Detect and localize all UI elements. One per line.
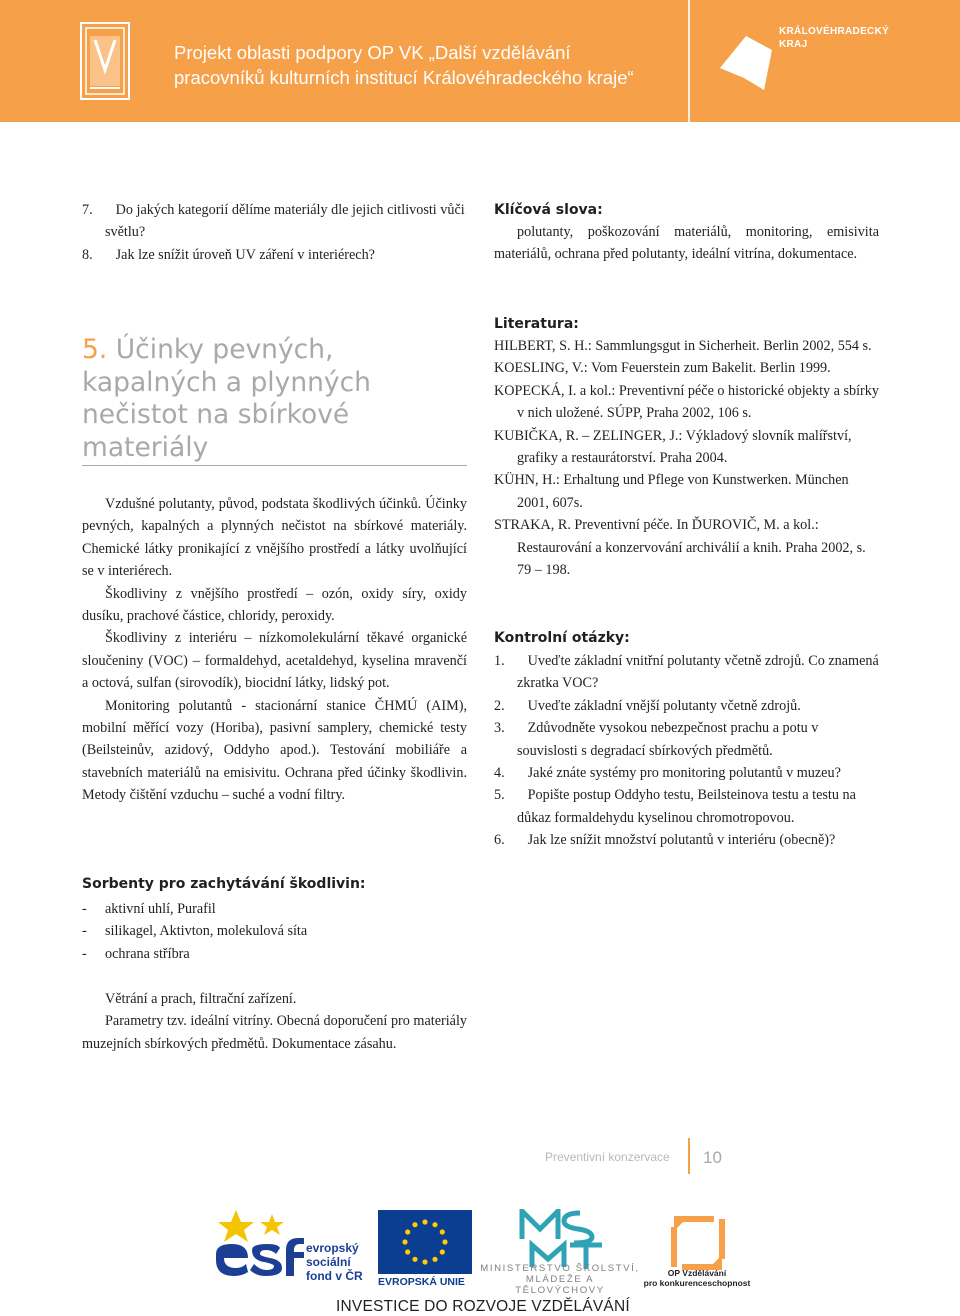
keywords-heading: Klíčová slova:	[494, 202, 603, 218]
question-number: 6.	[494, 832, 505, 849]
question-item	[494, 717, 879, 762]
question-number: 4.	[494, 765, 505, 782]
eu-flag-icon	[378, 1210, 472, 1274]
body-paragraph: Parametry tzv. ideální vitríny. Obecná doporučení pro materiály muzejních sbírkových předmětů. Dokumentace zásahu.	[82, 1013, 467, 1052]
control-questions-list	[494, 650, 879, 852]
list-dash: -	[82, 901, 87, 917]
question-list-top	[82, 199, 467, 266]
list-dash: -	[82, 945, 87, 962]
list-dash: -	[82, 923, 87, 940]
closing-text	[82, 988, 467, 1055]
opvk-label	[641, 1268, 753, 1288]
opvk-logo-icon	[668, 1213, 728, 1273]
section-title	[82, 334, 467, 464]
esf-label-line1: evropský	[306, 1241, 359, 1255]
question-number: 2.	[494, 697, 505, 714]
question-text: Zdůvodněte vysokou nebezpečnost prachu a potu v souvislosti s degradací sbírkových předmětů.	[517, 720, 819, 759]
opvk-label-line1: OP Vzdělávání	[667, 1268, 727, 1278]
section-body	[82, 493, 467, 807]
reference-item: KOESLING, V.: Vom Feuerstein zum Bakelit. Berlin 1999.	[494, 360, 831, 377]
literature-heading: Literatura:	[494, 316, 579, 332]
region-logo-icon	[716, 30, 776, 94]
project-logo-icon	[80, 22, 130, 100]
esf-label	[306, 1241, 363, 1283]
esf-label-line3: fond v ČR	[306, 1269, 363, 1283]
list-item	[82, 898, 467, 920]
keywords-block	[494, 199, 879, 266]
list-item-text: ochrana stříbra	[105, 945, 190, 962]
question-item	[494, 650, 879, 695]
page-header	[0, 0, 960, 122]
question-text: Popište postup Oddyho testu, Beilsteinova testu a testu na důkaz formaldehydu kyselinou chromotropovou.	[517, 787, 856, 826]
reference-item: KUBIČKA, R. – ZELINGER, J.: Výkladový slovník malířství, grafiky a restaurátorství. Praha 2004.	[494, 427, 852, 467]
body-paragraph: Škodliviny z vnějšího prostředí – ozón, oxidy síry, oxidy dusíku, prachové částice, chloridy, peroxidy.	[82, 585, 467, 625]
sorbents-list	[82, 898, 467, 965]
opvk-label-line2: pro konkurenceschopnost	[643, 1278, 751, 1288]
question-number: 7.	[82, 202, 93, 218]
footer-logos	[0, 1205, 960, 1316]
question-item	[82, 244, 467, 266]
body-paragraph: Vzdušné polutanty, původ, podstata škodlivých účinků. Účinky pevných, kapalných a plynných nečistot na sbírkové materiály. Chemické látky pronikající z vnějšího prostředí a látky uvolňující se v interiérech.	[82, 496, 467, 580]
control-questions-heading: Kontrolní otázky:	[494, 630, 630, 646]
esf-label-line2: sociální	[306, 1255, 351, 1269]
question-number: 5.	[494, 787, 505, 804]
list-item	[82, 943, 467, 965]
question-item	[494, 784, 879, 829]
msmt-label-line2: MLÁDEŽE A TĚLOVÝCHOVY	[515, 1274, 605, 1296]
question-item	[494, 762, 879, 784]
question-item	[494, 695, 879, 717]
reference-item: KÜHN, H.: Erhaltung und Pflege von Kunstwerken. München 2001, 607s.	[494, 472, 849, 511]
reference-item: KOPECKÁ, I. a kol.: Preventivní péče o historické objekty a sbírky v nich uložené. SÚPP, Praha 2002, 106 s.	[494, 382, 879, 422]
question-text: Uveďte základní vnitřní polutanty včetně zdrojů. Co znamená zkratka VOC?	[517, 653, 879, 692]
msmt-logo-icon	[518, 1209, 604, 1271]
section-number: 5.	[82, 334, 108, 365]
question-number: 1.	[494, 653, 505, 669]
list-item-text: aktivní uhlí, Purafil	[105, 901, 216, 917]
msmt-label-line1: MINISTERSTVO ŠKOLSTVÍ,	[480, 1263, 640, 1274]
eu-label: EVROPSKÁ UNIE	[378, 1276, 465, 1288]
reference-item: HILBERT, S. H.: Sammlungsgut in Sicherheit. Berlin 2002, 554 s.	[494, 338, 872, 354]
question-number: 8.	[82, 246, 93, 263]
list-item-text: silikagel, Aktivton, molekulová síta	[105, 923, 308, 940]
question-item	[494, 829, 879, 851]
body-paragraph: Monitoring polutantů - stacionární stanice ČHMÚ (AIM), mobilní měřící vozy (Horiba), pasivní samplery, chemické testy (Beilsteinův, azidový, Oddyho apod.). Testování mobiliáře a stavebních materiálů na emisivitu. Ochrana před účinky škodlivin. Metody čištění vzduchu – suché a vodní filtry.	[82, 697, 467, 804]
question-text: Do jakých kategorií dělíme materiály dle jejich citlivosti vůči světlu?	[105, 202, 465, 241]
footer-label: Preventivní konzervace	[545, 1150, 670, 1164]
project-title	[174, 40, 634, 90]
region-name-line2: KRAJ	[779, 39, 808, 50]
project-title-line1: Projekt oblasti podpory OP VK „Další vzdělávání	[174, 42, 571, 63]
region-name-line1: KRÁLOVÉHRADECKÝ	[779, 26, 890, 37]
footer-divider	[688, 1138, 690, 1174]
question-item	[82, 199, 467, 244]
project-title-line2: pracovníků kulturních institucí Královéhradeckého kraje“	[174, 67, 634, 88]
body-paragraph: Větrání a prach, filtrační zařízení.	[105, 991, 297, 1007]
section-title-text: Účinky pevných, kapalných a plynných nečistot na sbírkové materiály	[82, 334, 371, 463]
keywords-text: polutanty, poškozování materiálů, monitoring, emisivita materiálů, ochrana před polutanty, ideální vitrína, dokumentace.	[494, 224, 879, 263]
question-number: 3.	[494, 720, 505, 737]
body-paragraph: Škodliviny z interiéru – nízkomolekulární těkavé organické sloučeniny (VOC) – formaldehyd, acetaldehyd, kyselina mravenčí a octová, sulfan (sirovodík), biocidní látky, lidský pot.	[82, 630, 467, 692]
sorbents-heading: Sorbenty pro zachytávání škodlivin:	[82, 876, 366, 892]
page-number: 10	[703, 1148, 722, 1167]
investment-slogan: INVESTICE DO ROZVOJE VZDĚLÁVÁNÍ	[336, 1298, 630, 1315]
msmt-label	[480, 1263, 640, 1296]
region-name	[779, 25, 889, 51]
question-text: Jak lze snížit úroveň UV záření v interiérech?	[115, 246, 375, 263]
list-item	[82, 920, 467, 942]
question-text: Uveďte základní vnější polutanty včetně zdrojů.	[527, 697, 801, 714]
literature-list	[494, 335, 879, 581]
question-text: Jak lze snížit množství polutantů v interiéru (obecně)?	[527, 832, 836, 849]
reference-item: STRAKA, R. Preventivní péče. In ĎUROVIČ, M. a kol.: Restaurování a konzervování archiválií a knih. Praha 2002, s. 79 – 198.	[494, 517, 866, 579]
section-title-rule	[82, 465, 467, 466]
header-divider	[688, 0, 690, 122]
question-text: Jaké znáte systémy pro monitoring polutantů v muzeu?	[527, 765, 841, 782]
